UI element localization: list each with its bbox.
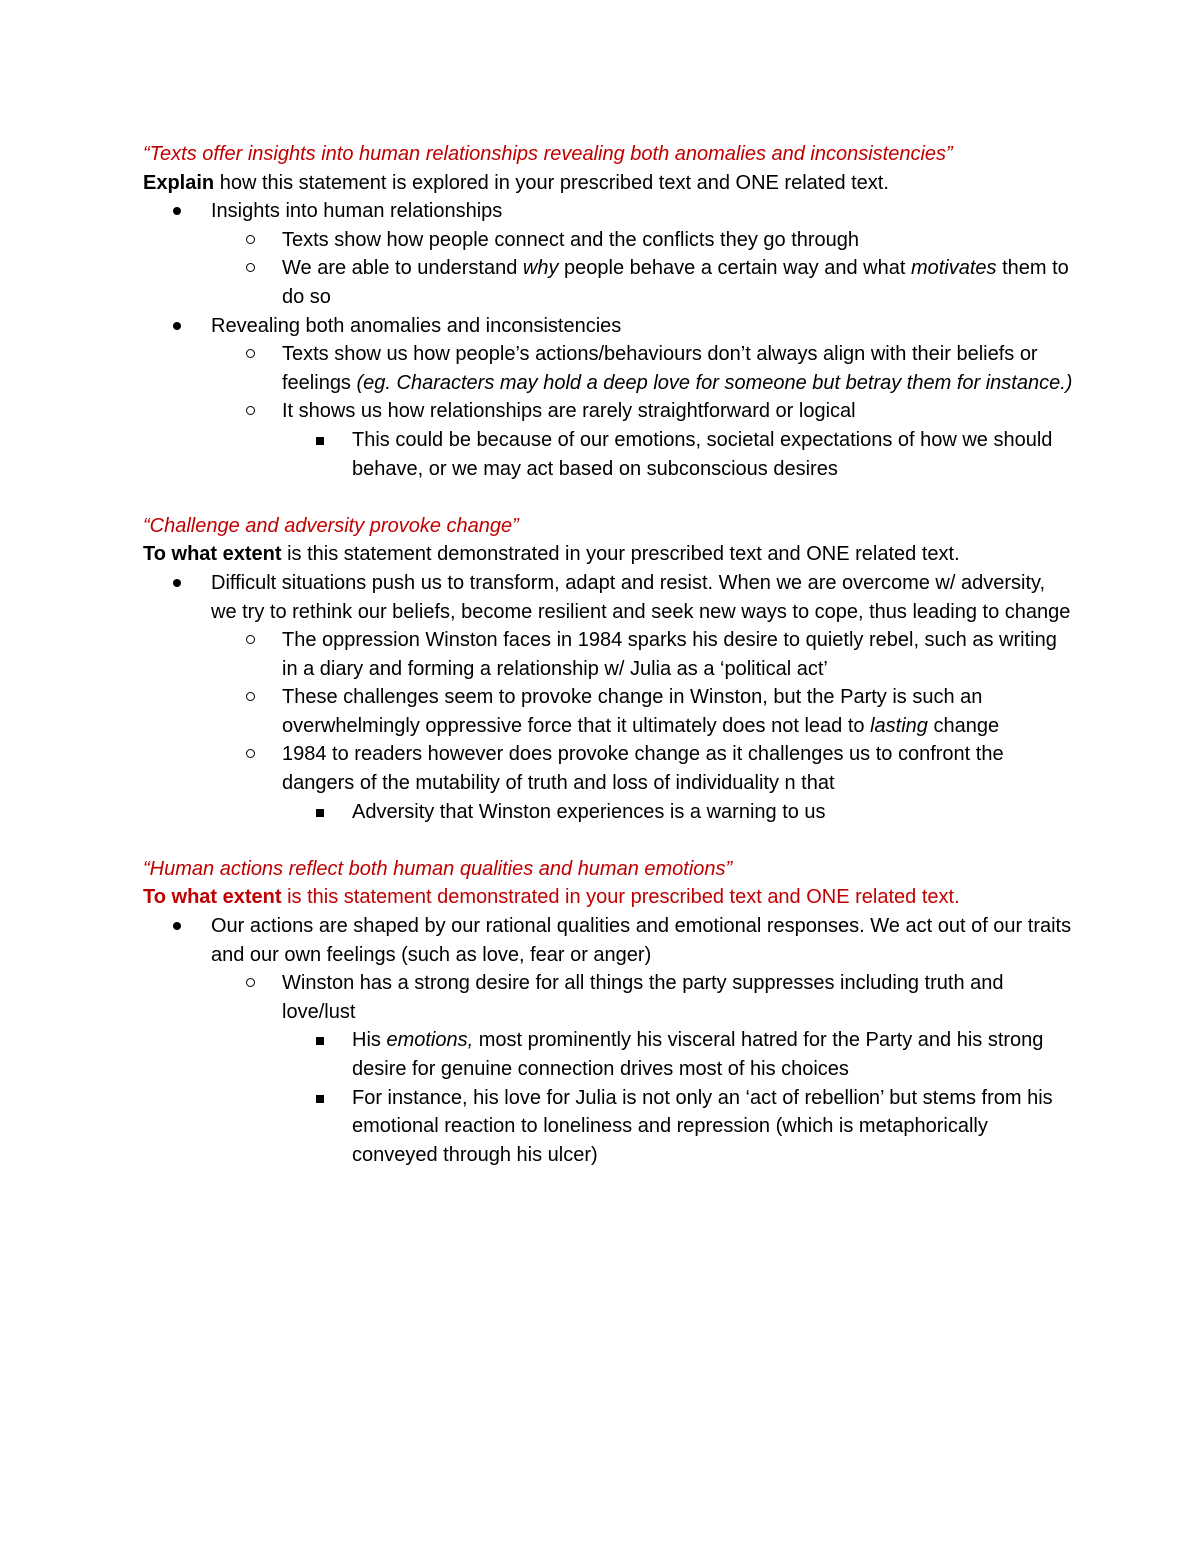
list-item-text: It shows us how relationships are rarely straightforward or logical bbox=[282, 400, 856, 423]
bullet-icon bbox=[173, 922, 181, 930]
list-item-text: These challenges seem to provoke change in Winston, but the Party is such an overwhelmingly oppressive force that it ultimately does not lead to bbox=[282, 686, 983, 737]
list-item bbox=[143, 569, 1073, 626]
list-item-text: change bbox=[927, 714, 1000, 737]
list-item-text: Difficult situations push us to transform, adapt and resist. When we are overcome w/ adversity, we try to rethink our beliefs, become resilient and seek new ways to cope, thus leading to change bbox=[211, 571, 1071, 623]
document-page bbox=[143, 140, 1073, 1169]
emphasis-text: (eg. Characters may hold a deep love for someone but betray them for instance.) bbox=[356, 371, 1073, 394]
list-item-text: We are able to understand bbox=[282, 257, 523, 280]
section2-quote: “Challenge and adversity provoke change” bbox=[143, 514, 519, 537]
emphasis-text: emotions, bbox=[386, 1029, 474, 1052]
square-bullet-icon bbox=[316, 437, 324, 445]
section2-prompt-rest: is this statement demonstrated in your prescribed text and ONE related text. bbox=[281, 543, 960, 566]
list-item-text: This could be because of our emotions, societal expectations of how we should behave, or we may act based on subconscious desires bbox=[352, 428, 1053, 480]
list-item-text: Winston has a strong desire for all things the party suppresses including truth and love/lust bbox=[282, 972, 1004, 1023]
list-item bbox=[143, 740, 1073, 797]
spacer bbox=[143, 483, 1073, 512]
list-item bbox=[143, 340, 1073, 397]
square-bullet-icon bbox=[316, 1037, 324, 1045]
list-item bbox=[143, 426, 1073, 483]
spacer bbox=[143, 826, 1073, 855]
list-item bbox=[143, 912, 1073, 969]
square-bullet-icon bbox=[316, 1095, 324, 1103]
list-item-text: Revealing both anomalies and inconsistencies bbox=[211, 314, 622, 337]
list-item bbox=[143, 969, 1073, 1026]
section3-prompt-rest: is this statement demonstrated in your prescribed text and ONE related text. bbox=[281, 886, 960, 909]
section1-prompt-bold: Explain bbox=[143, 171, 215, 194]
circle-bullet-icon bbox=[246, 235, 255, 244]
list-item-text: Texts show us how people’s actions/behaviours don’t always align with their beliefs or feelings bbox=[282, 343, 1038, 394]
emphasis-text: motivates bbox=[910, 257, 997, 280]
square-bullet-icon bbox=[316, 809, 324, 817]
circle-bullet-icon bbox=[246, 349, 255, 358]
list-item-text: His bbox=[352, 1029, 387, 1052]
circle-bullet-icon bbox=[246, 406, 255, 415]
section1-prompt-rest: how this statement is explored in your prescribed text and ONE related text. bbox=[214, 171, 889, 194]
section2-prompt-bold: To what extent bbox=[143, 543, 282, 566]
list-item bbox=[143, 312, 1073, 341]
section1-list bbox=[143, 197, 1073, 483]
circle-bullet-icon bbox=[246, 978, 255, 987]
list-item bbox=[143, 626, 1073, 683]
list-item-text: people behave a certain way and what bbox=[558, 257, 911, 280]
list-item bbox=[143, 197, 1073, 226]
bullet-icon bbox=[173, 579, 181, 587]
list-item-text: most prominently his visceral hatred for the Party and his strong desire for genuine connection drives most of his choices bbox=[352, 1029, 1044, 1080]
circle-bullet-icon bbox=[246, 263, 255, 272]
circle-bullet-icon bbox=[246, 749, 255, 758]
list-item-text: The oppression Winston faces in 1984 sparks his desire to quietly rebel, such as writing in a diary and forming a relationship w/ Julia as a ‘political act’ bbox=[282, 629, 1057, 680]
emphasis-text: lasting bbox=[870, 714, 928, 737]
bullet-icon bbox=[173, 207, 181, 215]
list-item-text: For instance, his love for Julia is not only an ‘act of rebellion’ but stems from his emotional reaction to loneliness and repression (which is metaphorically conveyed through his ulcer) bbox=[352, 1086, 1053, 1166]
emphasis-text: why bbox=[522, 257, 559, 280]
section2-list bbox=[143, 569, 1073, 826]
section3-prompt-bold: To what extent bbox=[143, 886, 282, 909]
list-item-text: Texts show how people connect and the conflicts they go through bbox=[282, 228, 860, 251]
section1-quote: “Texts offer insights into human relationships revealing both anomalies and inconsistencies” bbox=[143, 143, 953, 165]
section2-prompt bbox=[143, 540, 1073, 569]
section3-quote: “Human actions reflect both human qualities and human emotions” bbox=[143, 857, 733, 880]
list-item bbox=[143, 1026, 1073, 1083]
list-item-text: Adversity that Winston experiences is a warning to us bbox=[352, 800, 826, 823]
section3-prompt bbox=[143, 883, 1073, 912]
list-item-text: Our actions are shaped by our rational qualities and emotional responses. We act out of our traits and our own feelings (such as love, fear or anger) bbox=[211, 915, 1072, 966]
section1-prompt bbox=[143, 169, 1073, 198]
list-item bbox=[143, 397, 1073, 426]
list-item bbox=[143, 798, 1073, 827]
circle-bullet-icon bbox=[246, 692, 255, 701]
list-item bbox=[143, 226, 1073, 255]
circle-bullet-icon bbox=[246, 635, 255, 644]
bullet-icon bbox=[173, 322, 181, 330]
list-item-text: them to do so bbox=[282, 257, 1069, 308]
list-item bbox=[143, 1084, 1073, 1170]
list-item-text: 1984 to readers however does provoke change as it challenges us to confront the dangers of the mutability of truth and loss of individuality n that bbox=[282, 743, 1004, 795]
list-item bbox=[143, 683, 1073, 740]
section3-list bbox=[143, 912, 1073, 1169]
list-item-text: Insights into human relationships bbox=[211, 200, 503, 223]
list-item bbox=[143, 254, 1073, 311]
